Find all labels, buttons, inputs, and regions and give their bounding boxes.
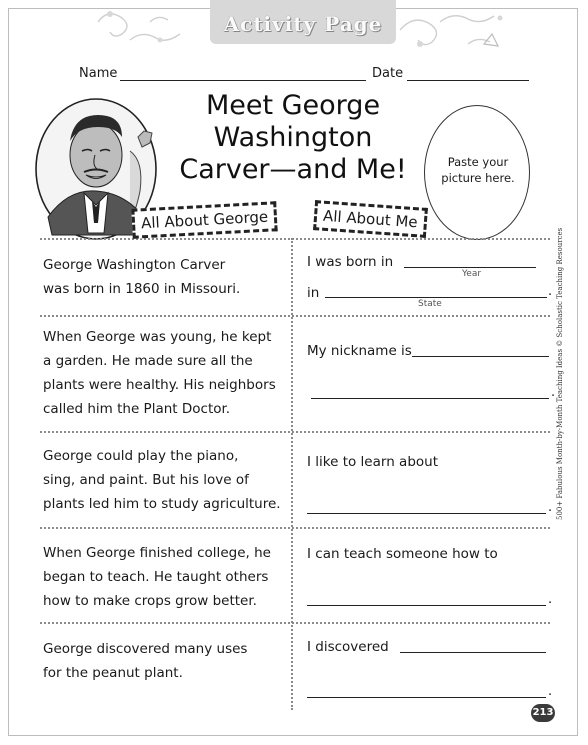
nickname-label: My nickname is xyxy=(307,343,412,359)
like-to-learn-field[interactable] xyxy=(307,513,546,514)
discovered-field[interactable] xyxy=(400,652,546,653)
row-divider xyxy=(40,527,550,529)
paste-line-1: Paste your xyxy=(447,155,509,169)
fact-line: George discovered many uses xyxy=(43,641,248,657)
date-label: Date xyxy=(372,66,404,81)
fact-line: called him the Plant Doctor. xyxy=(43,401,231,417)
page-title xyxy=(168,90,418,186)
fact-line: for the peanut plant. xyxy=(43,665,183,681)
date-field[interactable] xyxy=(407,80,529,81)
george-fact-2 xyxy=(43,325,288,421)
name-label: Name xyxy=(79,66,118,81)
fact-line: George could play the piano, xyxy=(43,448,239,464)
george-fact-4 xyxy=(43,541,288,613)
george-fact-5 xyxy=(43,637,288,685)
name-field[interactable] xyxy=(120,80,366,81)
period: . xyxy=(548,500,553,515)
discovered-label: I discovered xyxy=(307,639,389,655)
row-divider xyxy=(40,622,550,624)
fact-line: how to make crops grow better. xyxy=(43,593,257,609)
discovered-field-line-2[interactable] xyxy=(307,697,546,698)
side-credit xyxy=(556,227,570,520)
title-line-3: Carver—and Me! xyxy=(179,154,407,185)
period: . xyxy=(548,592,553,607)
nickname-field-line-2[interactable] xyxy=(311,398,549,399)
born-state-field[interactable] xyxy=(325,297,547,298)
fact-line: a garden. He made sure all the xyxy=(43,353,253,369)
fact-line: plants were healthy. His neighbors xyxy=(43,377,276,393)
side-credit-text: 500+ Fabulous Month-by-Month Teaching Ideas © Scholastic Teaching Resources xyxy=(556,227,564,520)
can-teach-field[interactable] xyxy=(307,605,546,606)
period: . xyxy=(551,385,556,400)
title-line-2: Washington xyxy=(213,122,373,153)
column-divider xyxy=(291,238,293,710)
period: . xyxy=(548,284,553,299)
born-year-field[interactable] xyxy=(404,267,536,268)
like-to-learn-label: I like to learn about xyxy=(307,454,438,470)
born-year-label: I was born in xyxy=(307,254,394,270)
born-state-label: in xyxy=(307,285,320,301)
fact-line: sing, and paint. But his love of xyxy=(43,472,249,488)
fact-line: When George finished college, he xyxy=(43,545,271,561)
row-divider xyxy=(40,238,550,240)
row-divider xyxy=(40,431,550,433)
all-about-me-tag: All About Me xyxy=(313,200,427,238)
year-sublabel: Year xyxy=(462,269,482,279)
george-fact-3 xyxy=(43,444,288,516)
page-number: 213 xyxy=(531,704,555,722)
title-line-1: Meet George xyxy=(205,90,381,121)
activity-page-header: Activity Page xyxy=(223,12,383,36)
nickname-field[interactable] xyxy=(412,356,549,357)
george-fact-1 xyxy=(43,253,288,301)
period: . xyxy=(548,684,553,699)
paste-line-2: picture here. xyxy=(441,171,515,185)
fact-line: plants led him to study agriculture. xyxy=(43,496,281,512)
row-divider xyxy=(40,315,550,317)
fact-line: was born in 1860 in Missouri. xyxy=(43,281,241,297)
paste-picture-instructions xyxy=(430,154,526,186)
state-sublabel: State xyxy=(418,299,442,309)
can-teach-label: I can teach someone how to xyxy=(307,546,498,562)
fact-line: When George was young, he kept xyxy=(43,329,272,345)
all-about-george-tag: All About George xyxy=(131,201,278,239)
fact-line: began to teach. He taught others xyxy=(43,569,269,585)
fact-line: George Washington Carver xyxy=(43,257,226,273)
